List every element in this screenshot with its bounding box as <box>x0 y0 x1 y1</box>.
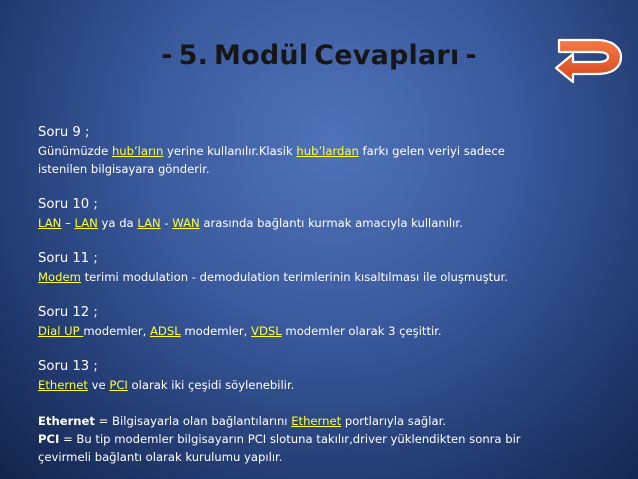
q10-text-f: - <box>160 216 173 230</box>
q11-text-b: terimi modulation - demodulation terimlerinin kısaltılması ile oluşmuştur. <box>80 270 508 284</box>
title-dash-left: - <box>161 40 173 71</box>
question-13-answer <box>38 376 628 394</box>
q9-link-hublardan[interactable]: hub’lardan <box>296 144 359 158</box>
q11-link-modem[interactable]: Modem <box>38 270 81 284</box>
q13-link-ethernet[interactable]: Ethernet <box>38 378 88 392</box>
def-term-pci: PCI <box>38 432 60 446</box>
q12-link-vdsl[interactable]: VDSL <box>251 324 282 338</box>
q13-text-b: ve <box>87 378 110 392</box>
question-13-title: Soru 13 ; <box>38 359 98 374</box>
q10-link-lan-2[interactable]: LAN <box>74 216 98 230</box>
q12-text-f: modemler olarak 3 çeşittir. <box>281 324 442 338</box>
q12-link-dialup[interactable]: Dial UP <box>38 324 84 338</box>
q10-text-d: ya da <box>97 216 138 230</box>
q9-text-e: farkı gelen veriyi sadece <box>358 144 505 158</box>
title-number: 5. <box>178 40 209 71</box>
question-13 <box>38 358 628 394</box>
question-9-title: Soru 9 ; <box>38 125 90 140</box>
definition-ethernet <box>38 412 628 430</box>
question-9 <box>38 124 628 178</box>
question-12-title: Soru 12 ; <box>38 305 98 320</box>
q12-link-adsl[interactable]: ADSL <box>150 324 181 338</box>
slide-title <box>0 40 638 71</box>
answers-content <box>38 124 628 466</box>
q9-text-a: Günümüzde <box>38 144 112 158</box>
title-dash-right: - <box>465 40 477 71</box>
q12-text-d: modemler, <box>180 324 252 338</box>
definition-pci <box>38 430 628 448</box>
question-11 <box>38 250 628 286</box>
q12-text-b: modemler, <box>83 324 150 338</box>
q9-text-c: yerine kullanılır.Klasik <box>163 144 297 158</box>
question-11-title: Soru 11 ; <box>38 251 98 266</box>
title-word-modul: Modül <box>214 40 309 71</box>
q13-link-pci[interactable]: PCI <box>109 378 128 392</box>
q13-text-d: olarak iki çeşidi söylenebilir. <box>127 378 295 392</box>
def-eth-text-c: portlarıyla sağlar. <box>341 414 447 428</box>
definitions <box>38 412 628 466</box>
q10-link-lan-1[interactable]: LAN <box>38 216 62 230</box>
question-10-answer <box>38 214 628 232</box>
question-9-line-2: istenilen bilgisayara gönderir. <box>38 162 210 176</box>
question-9-line-1 <box>38 142 628 160</box>
def-term-ethernet: Ethernet <box>38 414 95 428</box>
question-10 <box>38 196 628 232</box>
question-12-answer <box>38 322 628 340</box>
q10-link-lan-3[interactable]: LAN <box>137 216 161 230</box>
q10-text-h: arasında bağlantı kurmak amacıyla kullanılır. <box>199 216 463 230</box>
q10-text-b: – <box>61 216 75 230</box>
question-11-answer <box>38 268 628 286</box>
q10-link-wan[interactable]: WAN <box>172 216 200 230</box>
question-12 <box>38 304 628 340</box>
def-pci-text-a: = Bu tip modemler bilgisayarın PCI slotuna takılır,driver yüklendikten sonra bir <box>59 432 521 446</box>
title-word-cevaplari: Cevapları <box>314 40 460 71</box>
definition-pci-line-2: çevirmeli bağlantı olarak kurulumu yapılır. <box>38 450 283 464</box>
question-10-title: Soru 10 ; <box>38 197 98 212</box>
q9-link-hublarin[interactable]: hub’ların <box>111 144 164 158</box>
def-eth-text-a: = Bilgisayarla olan bağlantılarını <box>94 414 292 428</box>
def-link-ethernet[interactable]: Ethernet <box>291 414 342 428</box>
return-arrow-icon[interactable] <box>553 26 625 86</box>
